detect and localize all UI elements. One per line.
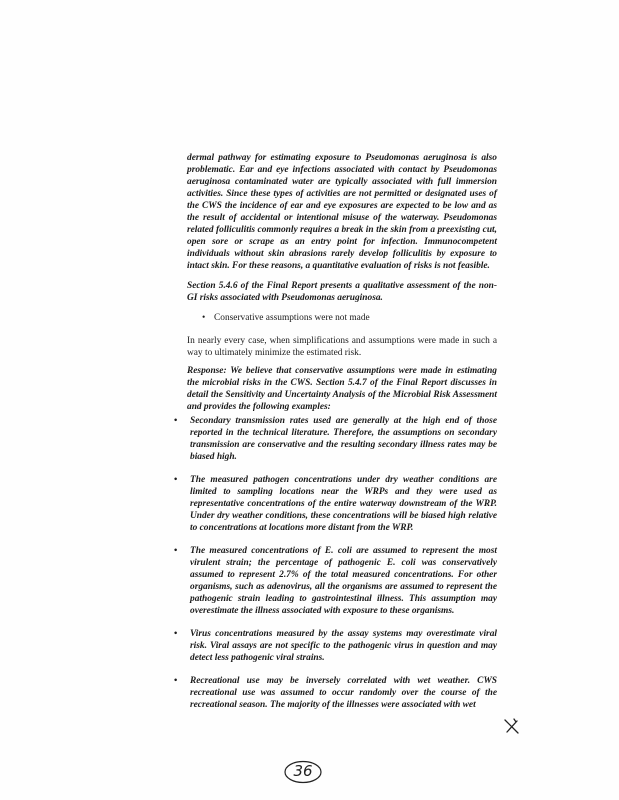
list-item-text: The measured pathogen concentrations under dry weather conditions are limited to sampling locations near the WRPs and they were used as representative concentrations of the entire waterway downstream of the WRP. Under dry weather conditions, these concentrations will be biased high relative to concentrations at locations more distant from the WRP. (190, 475, 497, 533)
paragraph-response (187, 365, 497, 413)
bullet-icon: • (174, 676, 178, 686)
list-item (174, 628, 497, 664)
bullet-conservative-assumptions (202, 312, 494, 324)
page-number-text: 36 (293, 762, 313, 780)
response-label: Response: (187, 366, 227, 376)
handwritten-x-mark-icon (502, 718, 522, 736)
bullet-icon: • (174, 475, 178, 485)
paragraph-section-546: Section 5.4.6 of the Final Report presents a qualitative assessment of the non-GI risks associated with Pseudomonas aeruginosa. (187, 281, 497, 303)
paragraph-simplifications: In nearly every case, when simplifications and assumptions were made in such a way to ultimately minimize the estimated risk. (187, 336, 497, 358)
paragraph-pseudomonas-exposure: dermal pathway for estimating exposure to Pseudomonas aeruginosa is also problematic. Ear and eye infections associated with contact by Pseudomonas aeruginosa contaminated water are typically associated with full immersion activities. Since these types of activities are not permitted or designated uses of the CWS the incidence of ear and eye exposures are expected to be low and as the result of accidental or intentional misuse of the waterway. Pseudomonas related folliculitis commonly requires a break in the skin from a preexisting cut, open sore or scrape as an entry point for infection. Immunocompetent individuals without skin abrasions rarely develop folliculitis by exposure to intact skin. For these reasons, a quantitative evaluation of risks is not feasible. (187, 153, 497, 271)
list-item-text: Virus concentrations measured by the assay systems may overestimate viral risk. Viral assays are not specific to the pathogenic virus in question and may detect less pathogenic viral strains. (190, 629, 497, 663)
list-item-text: Recreational use may be inversely correlated with wet weather. CWS recreational use was assumed to occur randomly over the course of the recreational season. The majority of the illnesses were associated with wet (190, 676, 497, 710)
list-item (174, 415, 497, 463)
list-item-text: Secondary transmission rates used are generally at the high end of those reported in the technical literature. Therefore, the assumptions on secondary transmission are conservative and the resulting secondary illness rates may be biased high. (190, 416, 497, 462)
bullet-icon: • (174, 546, 178, 556)
list-item (174, 545, 497, 617)
bullet-icon: • (174, 629, 178, 639)
list-item-text: The measured concentrations of E. coli are assumed to represent the most virulent strain; the percentage of pathogenic E. coli was conservatively assumed to represent 2.7% of the total measured concentrations. For other organisms, such as adenovirus, all the organisms are assumed to represent the pathogenic strain leading to gastrointestinal illness. This assumption may overestimate the illness associated with exposure to these organisms. (190, 546, 497, 616)
bullet-icon: • (202, 313, 206, 323)
bullet-icon: • (174, 416, 178, 426)
bullet-text: Conservative assumptions were not made (214, 313, 370, 323)
response-text: We believe that conservative assumptions were made in estimating the microbial risks in the CWS. Section 5.4.7 of the Final Report discusses in detail the Sensitivity and Uncertainty Analysis of the Microbial Risk Assessment and provides the following examples: (187, 366, 497, 412)
page-number (283, 760, 323, 784)
examples-list (174, 415, 497, 722)
list-item (174, 474, 497, 534)
list-item (174, 675, 497, 711)
